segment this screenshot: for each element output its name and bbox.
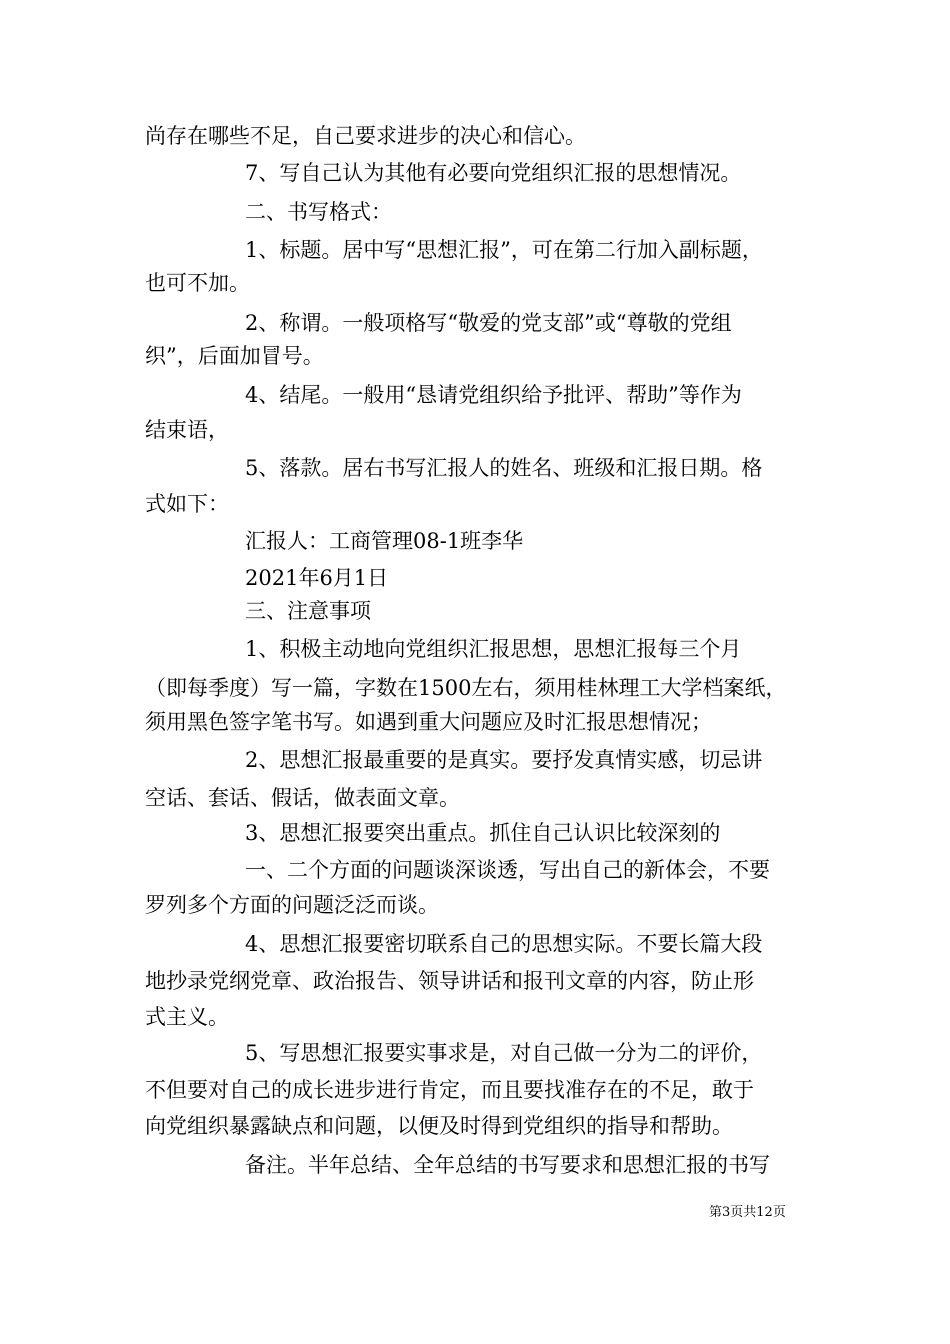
text-line: 2、思想汇报最重要的是真实。要抒发真情实感，切忌讲 bbox=[245, 748, 763, 772]
text-line: 4、结尾。一般用“恳请党组织给予批评、帮助”等作为 bbox=[245, 383, 742, 407]
text-line: 也可不加。 bbox=[145, 271, 250, 295]
page-number-footer: 第3页共12页 bbox=[709, 1205, 786, 1220]
signature-date: 2021年6月1日 bbox=[245, 566, 389, 590]
text-line: 须用黑色签字笔书写。如遇到重大问题应及时汇报思想情况； bbox=[145, 710, 712, 734]
text-line: 一、二个方面的问题谈深谈透，写出自己的新体会，不要 bbox=[245, 858, 770, 882]
text-line: 不但要对自己的成长进步进行肯定，而且要找准存在的不足，敢于 bbox=[145, 1078, 754, 1102]
text-line: 空话、套话、假话，做表面文章。 bbox=[145, 786, 460, 810]
text-line: 5、落款。居右书写汇报人的姓名、班级和汇报日期。格 bbox=[245, 456, 763, 480]
signature-name: 汇报人：工商管理08-1班李华 bbox=[245, 529, 524, 553]
text-line: 织”，后面加冒号。 bbox=[145, 344, 324, 368]
section-heading: 二、书写格式： bbox=[245, 200, 392, 224]
text-line: 1、积极主动地向党组织汇报思想，思想汇报每三个月 bbox=[245, 637, 742, 661]
text-line: 3、思想汇报要突出重点。抓住自己认识比较深刻的 bbox=[245, 821, 721, 845]
text-line: 1、标题。居中写“思想汇报”，可在第二行加入副标题， bbox=[245, 238, 763, 262]
text-line: 2、称谓。一般项格写“敬爱的党支部”或“尊敬的党组 bbox=[245, 311, 732, 335]
text-line: 式主义。 bbox=[145, 1005, 229, 1029]
text-line: 7、写自己认为其他有必要向党组织汇报的思想情况。 bbox=[245, 161, 742, 185]
text-line: 式如下： bbox=[145, 492, 229, 516]
text-line: 尚存在哪些不足，自己要求进步的决心和信心。 bbox=[145, 124, 586, 148]
section-heading: 三、注意事项 bbox=[245, 599, 371, 623]
text-line: 5、写思想汇报要实事求是，对自己做一分为二的评价， bbox=[245, 1041, 763, 1065]
text-line: 结束语， bbox=[145, 418, 229, 442]
text-line: 向党组织暴露缺点和问题，以便及时得到党组织的指导和帮助。 bbox=[145, 1114, 733, 1138]
text-line: 罗列多个方面的问题泛泛而谈。 bbox=[145, 893, 439, 917]
text-line: 4、思想汇报要密切联系自己的思想实际。不要长篇大段 bbox=[245, 932, 763, 956]
text-line: 地抄录党纲党章、政治报告、领导讲话和报刊文章的内容，防止形 bbox=[145, 969, 754, 993]
text-line: 备注。半年总结、全年总结的书写要求和思想汇报的书写 bbox=[245, 1153, 770, 1177]
text-line: （即每季度）写一篇，字数在1500左右，须用桂林理工大学档案纸， bbox=[145, 676, 787, 700]
